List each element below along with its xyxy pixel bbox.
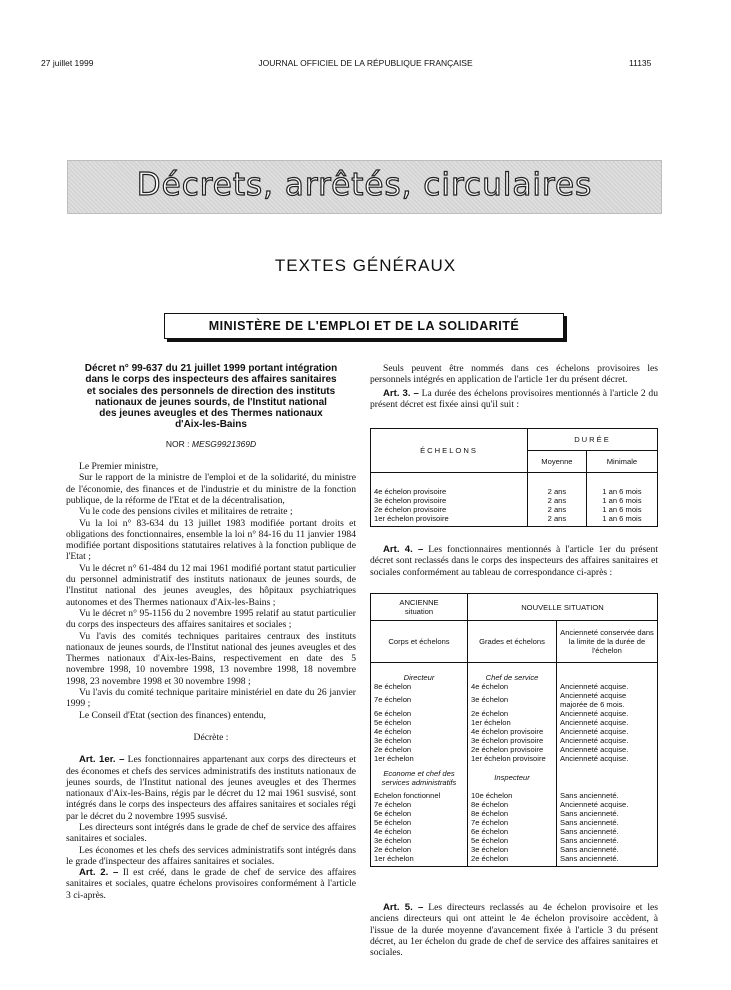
- paragraph: Vu le décret n° 61-484 du 12 mai 1961 modifié portant statut particulier du personnel administratif des instituts nationaux de jeunes sourds, de l'Institut national des jeunes aveugles, des hôpitaux psychiatriques autonomes et des Thermes nationaux d'Aix-les-Bains ;: [66, 562, 356, 608]
- table-row: [371, 754, 658, 763]
- left-column: [66, 363, 356, 901]
- decree-title-line: Décret n° 99-637 du 21 juillet 1999 portant intégration: [84, 363, 338, 374]
- old-cell: 4e échelon: [374, 726, 412, 736]
- table-row: [371, 809, 658, 818]
- article-1-text: Les fonctionnaires appartenant aux corps des directeurs et des économes et chefs des services administratifs des instituts nationaux de jeunes sourds, de l'Institut national des jeunes aveugles et des Thermes nationaux d'Aix-les-Bains, régis par le décret du 12 mai 1961 susvisé, sont intégrés dans le corps des inspecteurs des affaires sanitaires et sociales régi par le décret du 2 novembre 1995 susvisé.: [66, 754, 356, 822]
- new-cell: 6e échelon: [468, 827, 557, 836]
- paragraph: Les économes et les chefs des services administratifs sont intégrés dans le grade d'inspecteur des affaires sanitaires et sociales.: [66, 844, 356, 867]
- col-minimale: Minimale: [586, 451, 657, 473]
- new-cell: 8e échelon: [468, 800, 557, 809]
- article-2-text: Il est créé, dans le grade de chef de service des affaires sanitaires et sociales, quatre échelons provisoires conformément à l'article 3 ci-après.: [66, 867, 356, 901]
- col-situation: situation: [404, 607, 434, 616]
- new-cell: 4e échelon: [468, 682, 557, 691]
- paragraph: Les directeurs sont intégrés dans le grade de chef de service des affaires sanitaires et sociales.: [66, 821, 356, 845]
- correspondence-table: [370, 593, 658, 867]
- old-cell: 3e échelon: [374, 835, 412, 845]
- old-cell: 2e échelon: [374, 844, 412, 854]
- paragraph: Vu le décret n° 95-1156 du 2 novembre 1995 relatif au statut particulier du corps des inspecteurs des affaires sanitaires et sociales ;: [66, 607, 356, 631]
- old-cell: 8e échelon: [374, 681, 412, 691]
- paragraph: Vu l'avis des comités techniques paritaires centraux des instituts nationaux de jeunes sourds, de l'Institut national des jeunes aveugles et des Thermes nationaux d'Aix-les-Bains, respectivement en date des 5 novembre 1998, 10 novembre 1998, 13 novembre 1998, 18 novembre 1998, 23 novembre 1998 et 30 novembre 1998 ;: [66, 630, 356, 687]
- anc-cell: Sans ancienneté.: [557, 827, 658, 836]
- anc-cell: Ancienneté acquise.: [557, 718, 658, 727]
- new-cell: 2e échelon provisoire: [468, 745, 557, 754]
- minimale-cell: 1 an 6 mois: [586, 505, 657, 514]
- old-cell: 6e échelon: [374, 808, 412, 818]
- group-chef-de-service: Chef de service: [468, 673, 557, 682]
- col-moyenne: Moyenne: [528, 451, 587, 473]
- article-4-block: [370, 544, 658, 578]
- new-cell: 1er échelon provisoire: [468, 754, 557, 763]
- article-3-text: La durée des échelons provisoires mentionnés à l'article 2 du présent décret est fixée ainsi qu'il suit :: [370, 387, 658, 410]
- table-row: [371, 836, 658, 845]
- old-cell: 1er échelon: [374, 753, 414, 763]
- table-row: [371, 709, 658, 718]
- table-row: [371, 496, 658, 505]
- echelon-cell: 2e échelon provisoire: [374, 504, 447, 514]
- nor-label: NOR :: [165, 438, 190, 449]
- decree-title-line: nationaux de jeunes sourds, de l'Institut national: [95, 396, 327, 408]
- table-row: [371, 718, 658, 727]
- new-cell: 1er échelon: [468, 718, 557, 727]
- article-5-text: Les directeurs reclassés au 4e échelon provisoire et les anciens directeurs qui ont atteint le 4e échelon provisoire accèdent, à l'issue de la durée moyenne d'avancement fixée à l'article 3 du présent décret, au 1er échelon du grade de chef de service des affaires sanitaires et sociales.: [370, 902, 658, 959]
- new-cell: 7e échelon: [468, 818, 557, 827]
- decrete: Décrète :: [193, 731, 229, 743]
- paragraph: Le Conseil d'Etat (section des finances) entendu,: [79, 709, 266, 721]
- header-date: 27 juillet 1999: [41, 58, 94, 68]
- paragraph: Le Premier ministre,: [79, 461, 159, 473]
- article-5: [370, 902, 658, 958]
- article-3: [370, 388, 658, 411]
- anc-cell: Sans ancienneté.: [557, 845, 658, 854]
- banner-title: Décrets, arrêtés, circulaires: [136, 167, 593, 203]
- decree-title: [66, 363, 356, 431]
- old-cell: 3e échelon: [374, 735, 412, 745]
- col-duree: DURÉE: [528, 429, 658, 451]
- minimale-cell: 1 an 6 mois: [586, 496, 657, 505]
- old-cell: 4e échelon: [374, 826, 412, 836]
- ministry-box: [164, 313, 564, 339]
- table-row: [371, 736, 658, 745]
- table-row: [371, 854, 658, 863]
- table-row: [371, 727, 658, 736]
- new-cell: 4e échelon provisoire: [468, 727, 557, 736]
- paragraph: Vu la loi n° 83-634 du 13 juillet 1983 modifiée portant droits et obligations des fonctionnaires, ensemble la loi n° 84-16 du 11 janvier 1984 modifiée portant dispositions statutaires relatives à la fonction publique de l'Etat ;: [66, 517, 356, 563]
- article-4-text: Les fonctionnaires mentionnés à l'article 1er du présent décret sont reclassés dans le corps des inspecteurs des affaires sanitaires et sociales conformément au tableau de correspondance ci-après :: [370, 544, 658, 578]
- paragraph: Sur le rapport de la ministre de l'emploi et de la solidarité, du ministre de l'économie, des finances et de l'industrie et du ministre de la fonction publique, de la réforme de l'Etat et de la décentralisation,: [66, 472, 356, 506]
- anc-cell: Ancienneté acquise majorée de 6 mois.: [557, 691, 658, 709]
- new-cell: 8e échelon: [468, 809, 557, 818]
- new-cell: 5e échelon: [468, 836, 557, 845]
- article-3-label: Art. 3. –: [383, 387, 419, 399]
- anc-cell: Sans ancienneté.: [557, 791, 658, 800]
- nor-reference: [66, 439, 356, 450]
- old-cell: 5e échelon: [374, 817, 412, 827]
- journal-title: JOURNAL OFFICIEL DE LA RÉPUBLIQUE FRANÇAISE: [258, 58, 473, 68]
- table-row: [371, 791, 658, 800]
- anc-cell: Sans ancienneté.: [557, 854, 658, 863]
- anc-cell: Sans ancienneté.: [557, 809, 658, 818]
- moyenne-cell: 2 ans: [528, 487, 587, 496]
- echelon-cell: 1er échelon provisoire: [374, 513, 449, 523]
- old-cell: 6e échelon: [374, 708, 412, 718]
- anc-cell: Ancienneté acquise.: [557, 709, 658, 718]
- old-cell: 2e échelon: [374, 744, 412, 754]
- group-inspecteur: Inspecteur: [468, 769, 557, 787]
- new-cell: 3e échelon provisoire: [468, 736, 557, 745]
- new-cell: 10e échelon: [468, 791, 557, 800]
- section-banner: [67, 160, 662, 214]
- decree-title-line: d'Aix-les-Bains: [175, 419, 247, 431]
- table-row: [371, 827, 658, 836]
- old-cell: Echelon fonctionnel: [374, 790, 441, 800]
- col-anciennete: Ancienneté conservée dans la limite de la durée de l'échelon: [557, 621, 658, 663]
- moyenne-cell: 2 ans: [528, 496, 587, 505]
- new-cell: 3e échelon: [468, 691, 557, 709]
- anc-cell: Ancienneté acquise.: [557, 745, 658, 754]
- table-row: [371, 691, 658, 709]
- article-5-label: Art. 5. –: [383, 902, 424, 913]
- paragraph: Vu le code des pensions civiles et militaires de retraite ;: [79, 506, 293, 518]
- old-cell: 7e échelon: [374, 695, 412, 704]
- moyenne-cell: 2 ans: [528, 514, 587, 523]
- old-cell: 5e échelon: [374, 717, 412, 727]
- article-4-label: Art. 4. –: [383, 544, 424, 555]
- article-4: [370, 544, 658, 578]
- minimale-cell: 1 an 6 mois: [586, 514, 657, 523]
- moyenne-cell: 2 ans: [528, 505, 587, 514]
- anc-cell: Ancienneté acquise.: [557, 800, 658, 809]
- paragraph: Seuls peuvent être nommés dans ces échelons provisoires les personnels intégrés en application de l'article 1er du présent décret.: [370, 363, 658, 386]
- right-column: [370, 363, 658, 410]
- article-2: [66, 867, 356, 901]
- old-cell: 1er échelon: [374, 853, 414, 863]
- anc-cell: Sans ancienneté.: [557, 836, 658, 845]
- col-ancienne-header: [371, 594, 468, 621]
- paragraph: Vu l'avis du comité technique paritaire ministériel en date du 26 janvier 1999 ;: [66, 687, 356, 710]
- decree-title-line: des jeunes aveugles et des Thermes nationaux: [99, 408, 323, 420]
- table-row: [371, 845, 658, 854]
- decree-title-line: et sociales des personnels de direction des instituts: [86, 385, 336, 397]
- anc-cell: Ancienneté acquise.: [557, 754, 658, 763]
- group-directeur: Directeur: [403, 672, 435, 682]
- new-cell: 3e échelon: [468, 845, 557, 854]
- table-row: [371, 505, 658, 514]
- new-cell: 2e échelon: [468, 709, 557, 718]
- old-cell: 7e échelon: [374, 799, 412, 809]
- table-row: [371, 514, 658, 523]
- article-5-block: [370, 902, 658, 958]
- new-cell: 2e échelon: [468, 854, 557, 863]
- col-grades: Grades et échelons: [468, 621, 557, 663]
- table-row: [371, 487, 658, 496]
- table-row: [371, 818, 658, 827]
- echelon-cell: 3e échelon provisoire: [374, 495, 447, 505]
- anc-cell: Ancienneté acquise.: [557, 736, 658, 745]
- ministry-title: MINISTÈRE DE L'EMPLOI ET DE LA SOLIDARITÉ: [208, 319, 520, 333]
- article-1-label: Art. 1er. –: [79, 754, 125, 766]
- table-row: [371, 745, 658, 754]
- echelons-duration-table: [370, 428, 658, 527]
- page-number: 11135: [629, 58, 652, 68]
- anc-cell: Ancienneté acquise.: [557, 682, 658, 691]
- group-econome: Econome et chef des services administratifs: [381, 768, 457, 787]
- col-echelons: ÉCHELONS: [371, 429, 528, 473]
- section-title: TEXTES GÉNÉRAUX: [274, 256, 457, 275]
- table-row: [371, 682, 658, 691]
- decree-title-line: dans le corps des inspecteurs des affaires sanitaires: [85, 374, 337, 386]
- minimale-cell: 1 an 6 mois: [586, 487, 657, 496]
- anc-cell: Ancienneté acquise.: [557, 727, 658, 736]
- col-corps: Corps et échelons: [371, 621, 468, 663]
- col-nouvelle: NOUVELLE SITUATION: [468, 594, 658, 621]
- col-ancienne: ANCIENNE: [399, 598, 439, 607]
- echelon-cell: 4e échelon provisoire: [374, 486, 447, 496]
- article-2-label: Art. 2. –: [79, 867, 119, 879]
- anc-cell: Sans ancienneté.: [557, 818, 658, 827]
- article-1: [66, 754, 356, 822]
- nor-value: MESG9921369D: [191, 438, 257, 449]
- table-row: [371, 800, 658, 809]
